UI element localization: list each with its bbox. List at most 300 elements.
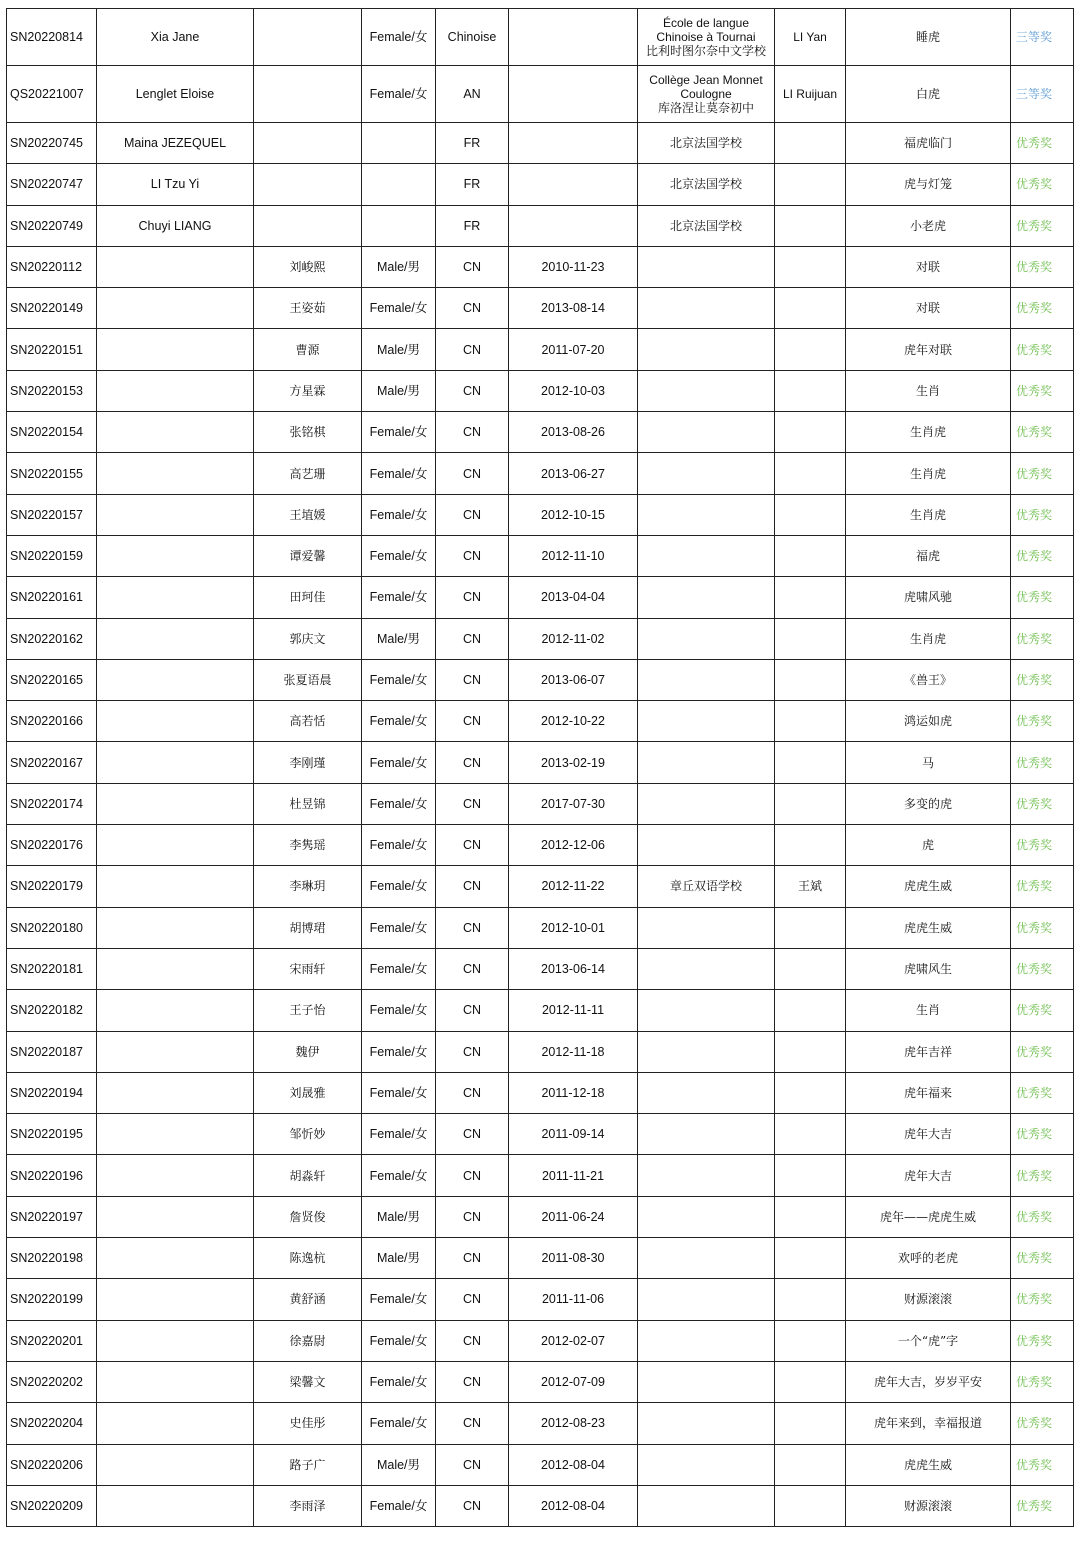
table-row <box>7 1238 1074 1279</box>
work-title-cell: 虎年大吉 <box>846 1114 1011 1155</box>
award-cell: 优秀奖 <box>1011 618 1074 659</box>
table-row <box>7 783 1074 824</box>
teacher-cell <box>775 123 846 164</box>
award-cell: 优秀奖 <box>1011 123 1074 164</box>
school-line: 北京法国学校 <box>669 177 742 192</box>
work-title-cell: 生肖虎 <box>846 494 1011 535</box>
birth-date-cell: 2012-10-22 <box>509 701 638 742</box>
student-id-cell: SN20220198 <box>7 1238 97 1279</box>
table-row <box>7 164 1074 205</box>
work-title-cell: 虎虎生威 <box>846 907 1011 948</box>
table-row <box>7 494 1074 535</box>
work-title-cell: 生肖 <box>846 370 1011 411</box>
birth-date-cell: 2012-08-23 <box>509 1403 638 1444</box>
teacher-cell <box>775 1196 846 1237</box>
teacher-cell <box>775 1031 846 1072</box>
teacher-cell <box>775 535 846 576</box>
name-cn-cell: 曹源 <box>254 329 362 370</box>
name-cn-cell: 陈逸杭 <box>254 1238 362 1279</box>
name-en-cell <box>97 246 254 287</box>
nationality-cell: CN <box>436 1279 509 1320</box>
birth-date-cell: 2011-07-20 <box>509 329 638 370</box>
award-cell: 优秀奖 <box>1011 659 1074 700</box>
name-cn-cell: 李琳玥 <box>254 866 362 907</box>
teacher-cell <box>775 1155 846 1196</box>
name-cn-cell: 史佳彤 <box>254 1403 362 1444</box>
school-cell <box>638 577 775 618</box>
name-en-cell <box>97 494 254 535</box>
teacher-cell <box>775 1361 846 1402</box>
name-en-cell <box>97 825 254 866</box>
student-id-cell: SN20220153 <box>7 370 97 411</box>
gender-cell: Female/女 <box>362 825 436 866</box>
table-row <box>7 1031 1074 1072</box>
gender-cell: Female/女 <box>362 1155 436 1196</box>
name-en-cell <box>97 1114 254 1155</box>
work-title-cell: 虎年——虎虎生威 <box>846 1196 1011 1237</box>
school-cell <box>638 453 775 494</box>
name-en-cell <box>97 577 254 618</box>
name-en-cell <box>97 948 254 989</box>
student-id-cell: SN20220157 <box>7 494 97 535</box>
gender-cell: Female/女 <box>362 288 436 329</box>
table-row <box>7 412 1074 453</box>
teacher-cell <box>775 990 846 1031</box>
table-row <box>7 701 1074 742</box>
work-title-cell: 虎虎生威 <box>846 1444 1011 1485</box>
name-en-cell: Maina JEZEQUEL <box>97 123 254 164</box>
name-en-cell <box>97 1320 254 1361</box>
name-en-cell <box>97 866 254 907</box>
name-cn-cell <box>254 66 362 123</box>
table-row <box>7 535 1074 576</box>
teacher-cell <box>775 1279 846 1320</box>
nationality-cell: CN <box>436 288 509 329</box>
name-en-cell <box>97 1238 254 1279</box>
school-cell <box>638 1031 775 1072</box>
school-cell <box>638 246 775 287</box>
birth-date-cell: 2011-11-06 <box>509 1279 638 1320</box>
school-cell <box>638 907 775 948</box>
name-cn-cell: 方星霖 <box>254 370 362 411</box>
school-line: Chinoise à Tournai <box>656 30 756 44</box>
gender-cell: Female/女 <box>362 866 436 907</box>
award-cell: 优秀奖 <box>1011 1361 1074 1402</box>
nationality-cell: CN <box>436 990 509 1031</box>
school-cell <box>638 1403 775 1444</box>
teacher-cell <box>775 1485 846 1526</box>
gender-cell: Female/女 <box>362 1279 436 1320</box>
nationality-cell: CN <box>436 1196 509 1237</box>
work-title-cell: 多变的虎 <box>846 783 1011 824</box>
table-row <box>7 1403 1074 1444</box>
teacher-cell <box>775 783 846 824</box>
award-cell: 优秀奖 <box>1011 329 1074 370</box>
gender-cell: Female/女 <box>362 1072 436 1113</box>
gender-cell: Male/男 <box>362 618 436 659</box>
birth-date-cell: 2011-09-14 <box>509 1114 638 1155</box>
student-id-cell: SN20220181 <box>7 948 97 989</box>
school-line: 章丘双语学校 <box>669 879 742 894</box>
award-cell: 优秀奖 <box>1011 412 1074 453</box>
student-id-cell: SN20220151 <box>7 329 97 370</box>
student-id-cell: SN20220176 <box>7 825 97 866</box>
table-row <box>7 1485 1074 1526</box>
name-en-cell <box>97 1444 254 1485</box>
gender-cell: Male/男 <box>362 1238 436 1279</box>
work-title-cell: 生肖虎 <box>846 453 1011 494</box>
nationality-cell: AN <box>436 66 509 123</box>
student-id-cell: SN20220161 <box>7 577 97 618</box>
gender-cell: Female/女 <box>362 1403 436 1444</box>
work-title-cell: 白虎 <box>846 66 1011 123</box>
table-row <box>7 1279 1074 1320</box>
school-cell <box>638 535 775 576</box>
teacher-cell: LI Yan <box>775 9 846 66</box>
award-cell: 优秀奖 <box>1011 1238 1074 1279</box>
student-id-cell: SN20220166 <box>7 701 97 742</box>
table-row <box>7 205 1074 246</box>
student-id-cell: SN20220209 <box>7 1485 97 1526</box>
student-id-cell: SN20220167 <box>7 742 97 783</box>
birth-date-cell: 2012-10-03 <box>509 370 638 411</box>
name-en-cell <box>97 1485 254 1526</box>
nationality-cell: CN <box>436 1072 509 1113</box>
student-id-cell: SN20220194 <box>7 1072 97 1113</box>
nationality-cell: CN <box>436 577 509 618</box>
birth-date-cell: 2013-08-14 <box>509 288 638 329</box>
birth-date-cell: 2011-06-24 <box>509 1196 638 1237</box>
name-en-cell <box>97 453 254 494</box>
school-cell <box>638 825 775 866</box>
school-cell <box>638 1361 775 1402</box>
work-title-cell: 小老虎 <box>846 205 1011 246</box>
name-en-cell <box>97 618 254 659</box>
table-row <box>7 866 1074 907</box>
award-cell: 优秀奖 <box>1011 948 1074 989</box>
gender-cell: Female/女 <box>362 948 436 989</box>
name-cn-cell: 张铭棋 <box>254 412 362 453</box>
student-id-cell: SN20220199 <box>7 1279 97 1320</box>
work-title-cell: 虎年福来 <box>846 1072 1011 1113</box>
nationality-cell: CN <box>436 1485 509 1526</box>
teacher-cell <box>775 1403 846 1444</box>
table-row <box>7 288 1074 329</box>
school-cell <box>638 1320 775 1361</box>
table-row <box>7 1444 1074 1485</box>
table-row <box>7 1361 1074 1402</box>
student-id-cell: SN20220206 <box>7 1444 97 1485</box>
name-cn-cell <box>254 164 362 205</box>
student-id-cell: SN20220202 <box>7 1361 97 1402</box>
teacher-cell <box>775 825 846 866</box>
gender-cell <box>362 164 436 205</box>
name-en-cell <box>97 288 254 329</box>
name-cn-cell: 李雨泽 <box>254 1485 362 1526</box>
name-en-cell <box>97 1279 254 1320</box>
birth-date-cell: 2010-11-23 <box>509 246 638 287</box>
birth-date-cell: 2013-06-14 <box>509 948 638 989</box>
school-cell <box>638 66 775 123</box>
award-cell: 优秀奖 <box>1011 1072 1074 1113</box>
teacher-cell <box>775 948 846 989</box>
school-cell <box>638 783 775 824</box>
work-title-cell: 福虎 <box>846 535 1011 576</box>
name-en-cell <box>97 1155 254 1196</box>
nationality-cell: CN <box>436 494 509 535</box>
gender-cell <box>362 123 436 164</box>
student-id-cell: SN20220195 <box>7 1114 97 1155</box>
name-cn-cell: 王埴媛 <box>254 494 362 535</box>
student-id-cell: SN20220149 <box>7 288 97 329</box>
teacher-cell <box>775 453 846 494</box>
work-title-cell: 虎年大吉 <box>846 1155 1011 1196</box>
nationality-cell: CN <box>436 948 509 989</box>
name-en-cell <box>97 659 254 700</box>
student-id-cell: SN20220182 <box>7 990 97 1031</box>
gender-cell: Female/女 <box>362 1114 436 1155</box>
school-cell <box>638 659 775 700</box>
name-cn-cell: 胡淼轩 <box>254 1155 362 1196</box>
birth-date-cell <box>509 123 638 164</box>
student-id-cell: SN20220814 <box>7 9 97 66</box>
table-row <box>7 577 1074 618</box>
gender-cell: Male/男 <box>362 370 436 411</box>
name-cn-cell: 谭爱馨 <box>254 535 362 576</box>
birth-date-cell: 2011-08-30 <box>509 1238 638 1279</box>
birth-date-cell: 2012-11-02 <box>509 618 638 659</box>
nationality-cell: CN <box>436 742 509 783</box>
birth-date-cell: 2013-04-04 <box>509 577 638 618</box>
work-title-cell: 福虎临门 <box>846 123 1011 164</box>
table-row <box>7 742 1074 783</box>
school-cell <box>638 205 775 246</box>
school-cell <box>638 9 775 66</box>
teacher-cell <box>775 701 846 742</box>
gender-cell: Female/女 <box>362 990 436 1031</box>
name-cn-cell: 李隽瑶 <box>254 825 362 866</box>
birth-date-cell: 2012-11-22 <box>509 866 638 907</box>
nationality-cell: FR <box>436 164 509 205</box>
gender-cell: Female/女 <box>362 1320 436 1361</box>
school-line: Coulogne <box>680 87 732 101</box>
work-title-cell: 财源滚滚 <box>846 1279 1011 1320</box>
name-cn-cell: 刘晟雅 <box>254 1072 362 1113</box>
teacher-cell <box>775 370 846 411</box>
nationality-cell: CN <box>436 329 509 370</box>
student-id-cell: SN20220165 <box>7 659 97 700</box>
birth-date-cell: 2012-08-04 <box>509 1444 638 1485</box>
school-cell <box>638 1485 775 1526</box>
teacher-cell <box>775 577 846 618</box>
birth-date-cell: 2012-11-10 <box>509 535 638 576</box>
nationality-cell: CN <box>436 246 509 287</box>
school-line: Collège Jean Monnet <box>649 73 763 87</box>
work-title-cell: 生肖虎 <box>846 412 1011 453</box>
name-en-cell <box>97 1196 254 1237</box>
school-cell <box>638 1196 775 1237</box>
award-cell: 优秀奖 <box>1011 783 1074 824</box>
school-cell <box>638 948 775 989</box>
award-cell: 优秀奖 <box>1011 1031 1074 1072</box>
award-cell: 优秀奖 <box>1011 907 1074 948</box>
award-cell: 优秀奖 <box>1011 494 1074 535</box>
name-cn-cell: 刘峻熙 <box>254 246 362 287</box>
birth-date-cell: 2012-10-15 <box>509 494 638 535</box>
award-cell: 优秀奖 <box>1011 825 1074 866</box>
work-title-cell: 对联 <box>846 288 1011 329</box>
award-cell: 优秀奖 <box>1011 577 1074 618</box>
gender-cell: Female/女 <box>362 1361 436 1402</box>
work-title-cell: 马 <box>846 742 1011 783</box>
school-line: 比利时图尔奈中文学校 <box>645 44 766 58</box>
name-en-cell <box>97 701 254 742</box>
name-cn-cell: 宋雨轩 <box>254 948 362 989</box>
teacher-cell <box>775 494 846 535</box>
teacher-cell <box>775 742 846 783</box>
award-cell: 优秀奖 <box>1011 1444 1074 1485</box>
name-cn-cell: 杜昱锦 <box>254 783 362 824</box>
name-en-cell <box>97 1403 254 1444</box>
name-cn-cell: 徐嘉尉 <box>254 1320 362 1361</box>
award-cell: 优秀奖 <box>1011 164 1074 205</box>
award-cell: 三等奖 <box>1011 66 1074 123</box>
work-title-cell: 虎年对联 <box>846 329 1011 370</box>
name-en-cell <box>97 1031 254 1072</box>
award-cell: 优秀奖 <box>1011 742 1074 783</box>
student-id-cell: SN20220204 <box>7 1403 97 1444</box>
table-row <box>7 9 1074 66</box>
school-cell <box>638 123 775 164</box>
student-id-cell: QS20221007 <box>7 66 97 123</box>
work-title-cell: 虎 <box>846 825 1011 866</box>
name-en-cell <box>97 370 254 411</box>
name-en-cell <box>97 412 254 453</box>
gender-cell: Female/女 <box>362 1485 436 1526</box>
gender-cell: Female/女 <box>362 66 436 123</box>
award-cell: 优秀奖 <box>1011 1403 1074 1444</box>
nationality-cell: CN <box>436 1031 509 1072</box>
school-cell <box>638 494 775 535</box>
work-title-cell: 虎年来到，幸福报道 <box>846 1403 1011 1444</box>
award-cell: 优秀奖 <box>1011 1114 1074 1155</box>
name-cn-cell: 李刚瑾 <box>254 742 362 783</box>
name-cn-cell: 邹忻妙 <box>254 1114 362 1155</box>
gender-cell: Female/女 <box>362 1031 436 1072</box>
work-title-cell: 生肖 <box>846 990 1011 1031</box>
award-cell: 优秀奖 <box>1011 246 1074 287</box>
student-id-cell: SN20220174 <box>7 783 97 824</box>
birth-date-cell: 2012-12-06 <box>509 825 638 866</box>
school-cell <box>638 1238 775 1279</box>
award-cell: 优秀奖 <box>1011 1485 1074 1526</box>
school-cell <box>638 701 775 742</box>
birth-date-cell: 2012-11-18 <box>509 1031 638 1072</box>
table-row <box>7 1072 1074 1113</box>
table-row <box>7 453 1074 494</box>
nationality-cell: CN <box>436 825 509 866</box>
table-row <box>7 825 1074 866</box>
name-cn-cell: 詹贤俊 <box>254 1196 362 1237</box>
name-en-cell <box>97 907 254 948</box>
school-line: 北京法国学校 <box>669 218 742 233</box>
teacher-cell <box>775 246 846 287</box>
gender-cell: Female/女 <box>362 742 436 783</box>
name-cn-cell: 梁馨文 <box>254 1361 362 1402</box>
work-title-cell: 虎与灯笼 <box>846 164 1011 205</box>
birth-date-cell <box>509 205 638 246</box>
nationality-cell: CN <box>436 866 509 907</box>
school-cell <box>638 1279 775 1320</box>
work-title-cell: 虎啸风生 <box>846 948 1011 989</box>
nationality-cell: CN <box>436 1114 509 1155</box>
name-en-cell <box>97 742 254 783</box>
gender-cell: Female/女 <box>362 9 436 66</box>
award-cell: 三等奖 <box>1011 9 1074 66</box>
birth-date-cell: 2012-11-11 <box>509 990 638 1031</box>
teacher-cell <box>775 1114 846 1155</box>
name-cn-cell: 高艺珊 <box>254 453 362 494</box>
nationality-cell: Chinoise <box>436 9 509 66</box>
name-en-cell <box>97 329 254 370</box>
school-cell <box>638 1114 775 1155</box>
student-id-cell: SN20220745 <box>7 123 97 164</box>
school-line: École de langue <box>662 16 750 30</box>
award-cell: 优秀奖 <box>1011 990 1074 1031</box>
name-en-cell <box>97 990 254 1031</box>
birth-date-cell: 2011-12-18 <box>509 1072 638 1113</box>
student-id-cell: SN20220159 <box>7 535 97 576</box>
student-id-cell: SN20220179 <box>7 866 97 907</box>
nationality-cell: FR <box>436 123 509 164</box>
name-en-cell: Chuyi LIANG <box>97 205 254 246</box>
birth-date-cell <box>509 9 638 66</box>
name-cn-cell: 路子广 <box>254 1444 362 1485</box>
student-id-cell: SN20220154 <box>7 412 97 453</box>
gender-cell: Female/女 <box>362 783 436 824</box>
school-cell <box>638 1072 775 1113</box>
school-line: 北京法国学校 <box>669 136 742 151</box>
nationality-cell: FR <box>436 205 509 246</box>
teacher-cell <box>775 1320 846 1361</box>
award-cell: 优秀奖 <box>1011 1196 1074 1237</box>
gender-cell: Female/女 <box>362 412 436 453</box>
nationality-cell: CN <box>436 659 509 700</box>
school-cell <box>638 1155 775 1196</box>
table-row <box>7 948 1074 989</box>
nationality-cell: CN <box>436 701 509 742</box>
gender-cell: Male/男 <box>362 1444 436 1485</box>
teacher-cell <box>775 659 846 700</box>
nationality-cell: CN <box>436 1444 509 1485</box>
name-en-cell: LI Tzu Yi <box>97 164 254 205</box>
name-cn-cell: 黄舒涵 <box>254 1279 362 1320</box>
work-title-cell: 睡虎 <box>846 9 1011 66</box>
name-en-cell <box>97 783 254 824</box>
award-cell: 优秀奖 <box>1011 288 1074 329</box>
name-cn-cell: 张夏语晨 <box>254 659 362 700</box>
birth-date-cell: 2013-06-07 <box>509 659 638 700</box>
school-cell <box>638 618 775 659</box>
gender-cell: Female/女 <box>362 659 436 700</box>
name-cn-cell: 王姿茹 <box>254 288 362 329</box>
teacher-cell: 王斌 <box>775 866 846 907</box>
gender-cell: Female/女 <box>362 453 436 494</box>
nationality-cell: CN <box>436 1238 509 1279</box>
gender-cell: Female/女 <box>362 577 436 618</box>
teacher-cell <box>775 412 846 453</box>
student-id-cell: SN20220197 <box>7 1196 97 1237</box>
